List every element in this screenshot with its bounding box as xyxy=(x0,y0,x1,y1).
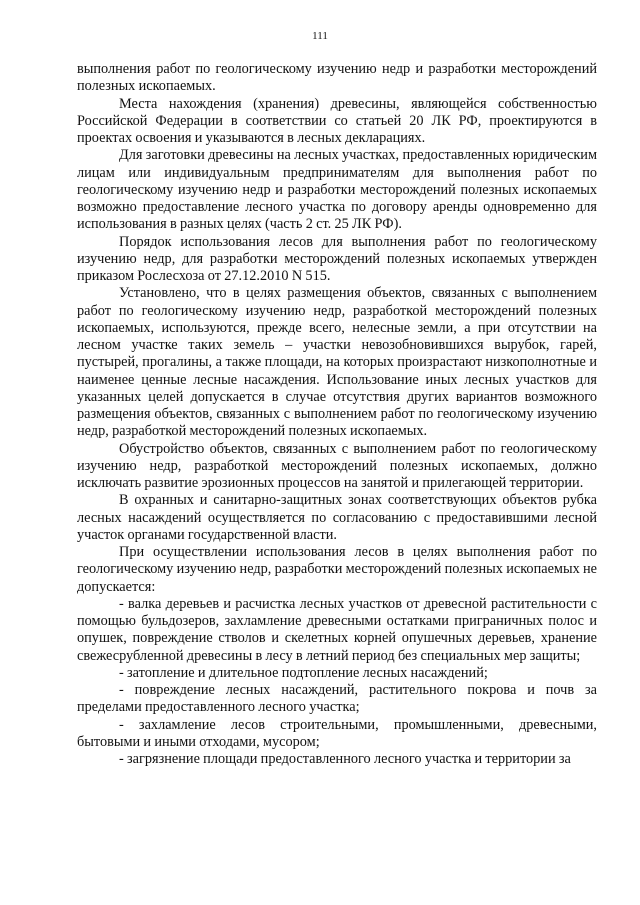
list-item-damage: - повреждение лесных насаждений, растительного покрова и почв за пределами предоставленного лесного участка; xyxy=(77,682,597,716)
paragraph-timber-harvest: Для заготовки древесины на лесных участках, предоставленных юридическим лицам или индивидуальным предпринимателям для выполнения работ по геологическому изучению недр и разработки месторождений полезных ископаемых возможно предоставление лесного участка по договору аренды одновременно для использования в разных целях (часть 2 ст. 25 ЛК РФ). xyxy=(77,147,597,233)
paragraph-erosion: Обустройство объектов, связанных с выполнением работ по геологическому изучению недр, разработкой месторождений полезных ископаемых, должно исключать развитие эрозионных процессов на занятой и прилегающей территории. xyxy=(77,440,597,491)
list-item-flooding: - затопление и длительное подтопление лесных насаждений; xyxy=(119,664,488,681)
paragraph-order-reference: Порядок использования лесов для выполнения работ по геологическому изучению недр, для разработки месторождений полезных ископаемых утвержден приказом Рослесхоза от 27.12.2010 N 515. xyxy=(77,233,597,284)
paragraph-object-placement: Установлено, что в целях размещения объектов, связанных с выполнением работ по геологическому изучению недр, разработкой месторождений полезных ископаемых, используются, прежде всего, нелесные земли, а при отсутствии на лесном участке таких земель – участки невозобновившихся вырубок, гарей, пустырей, прогалины, а также площади, на которых произрастают низкополнотные и наименее ценные лесные насаждения. Использование иных лесных участков для указанных целей допускается в случае отсутствия других вариантов возможного размещения объектов, связанных с выполнением работ по геологическому изучению недр, разработкой месторождений полезных ископаемых. xyxy=(77,285,597,440)
list-item-felling: - валка деревьев и расчистка лесных участков от древесной растительности с помощью бульдозеров, захламление древесными остатками приграничных полос и опушек, повреждение стволов и скелетных корней опушечных деревьев, хранение свежесрубленной древесины в лесу в летний период без специальных мер защиты; xyxy=(77,595,597,664)
list-item-littering: - захламление лесов строительными, промышленными, древесными, бытовыми и иными отходами, мусором; xyxy=(77,716,597,750)
paragraph-prohibitions-intro: При осуществлении использования лесов в целях выполнения работ по геологическому изучению недр, разработки месторождений полезных ископаемых не допускается: xyxy=(77,544,597,595)
document-body xyxy=(77,61,597,768)
paragraph-protection-zones: В охранных и санитарно-защитных зонах соответствующих объектов рубка лесных насаждений осуществляется по согласованию с предоставившими лесной участок органами государственной власти. xyxy=(77,492,597,543)
list-item-pollution: - загрязнение площади предоставленного лесного участка и территории за xyxy=(119,751,571,767)
page-number: 111 xyxy=(312,30,328,42)
paragraph-wood-storage: Места нахождения (хранения) древесины, являющейся собственностью Российской Федерации в соответствии со статьей 20 ЛК РФ, проектируются в проектах освоения и указываются в лесных декларациях. xyxy=(77,95,597,146)
paragraph-continuation: выполнения работ по геологическому изучению недр и разработки месторождений полезных ископаемых. xyxy=(77,61,597,95)
